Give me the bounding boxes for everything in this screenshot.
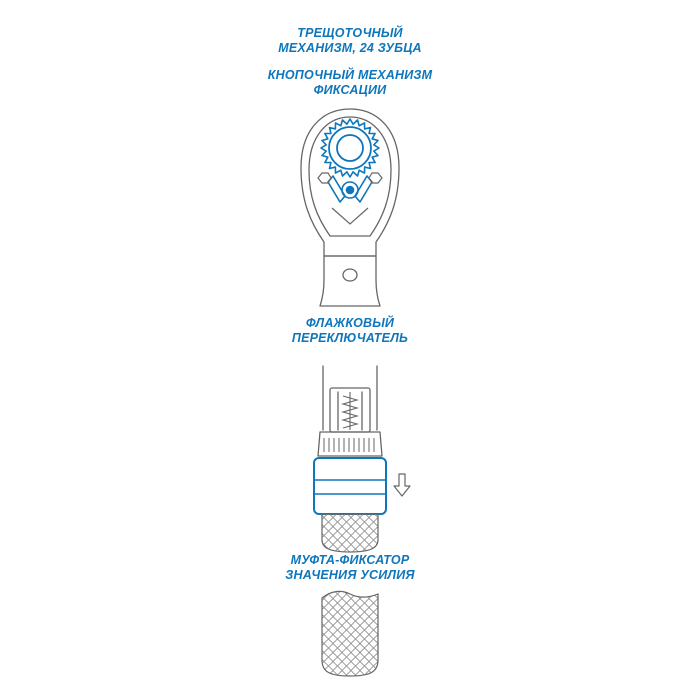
neck-hole <box>343 269 357 281</box>
label-lock-sleeve-line-1: МУФТА-ФИКСАТОР <box>290 553 410 567</box>
grip-upper <box>322 514 378 552</box>
label-button-lock-line-1: КНОПОЧНЫЙ МЕХАНИЗМ <box>267 68 433 82</box>
sleeve-collar <box>318 432 382 456</box>
left-screw <box>318 173 331 183</box>
label-lock-sleeve-line-2: ЗНАЧЕНИЯ УСИЛИЯ <box>285 568 415 582</box>
right-screw <box>369 173 382 183</box>
label-ratchet-line-1: ТРЕЩОТОЧНЫЙ <box>297 26 403 40</box>
ratchet-gear-icon <box>321 119 379 177</box>
label-flag-switch-line-2: ПЕРЕКЛЮЧАТЕЛЬ <box>291 331 409 345</box>
label-button-lock-line-2: ФИКСАЦИИ <box>313 83 387 97</box>
down-arrow-icon <box>394 474 410 496</box>
label-ratchet-line-2: МЕХАНИЗМ, 24 ЗУБЦА <box>278 41 422 55</box>
grip-lower <box>322 591 378 676</box>
label-flag-switch-line-1: ФЛАЖКОВЫЙ <box>305 316 395 330</box>
lock-sleeve <box>314 458 386 514</box>
lock-button-icon <box>328 176 372 202</box>
collar-ridges <box>324 438 374 452</box>
